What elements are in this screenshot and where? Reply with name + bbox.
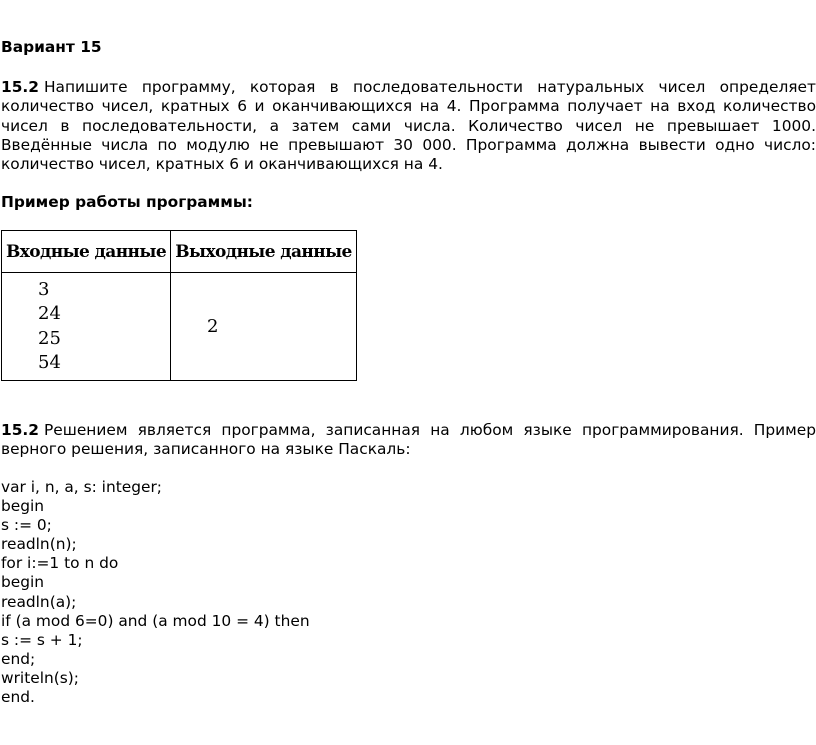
code-line: writeln(s); [1,668,79,687]
code-line: end; [1,649,36,668]
output-cell: 2 [171,273,357,381]
table-row [2,273,357,381]
solution-statement [1,421,816,460]
example-table [1,230,357,381]
code-line: s := 0; [1,516,52,535]
input-line: 54 [38,352,61,373]
code-line: readln(n); [1,535,77,554]
pascal-code-block [1,478,310,707]
code-line: begin [1,497,45,516]
task-number: 15.2 [1,78,39,96]
table-header-row [2,231,357,273]
variant-title: Вариант 15 [1,38,102,56]
input-line: 3 [38,278,50,300]
task-statement [1,78,816,174]
code-line: readln(a); [1,592,77,611]
code-line: begin [1,573,45,592]
solution-text: Решением является программа, записанная на любом языке программирования. Пример верного решения, записанного на языке Паскаль: [1,421,816,459]
code-line: end. [1,688,35,707]
output-header: Выходные данные [171,231,357,273]
example-heading: Пример работы программы: [1,193,253,211]
input-line: 25 [38,327,61,349]
input-header: Входные данные [2,231,171,273]
code-line: s := s + 1; [1,630,83,649]
code-line: var i, n, a, s: integer; [1,478,162,496]
input-line: 24 [38,303,61,324]
code-line: for i:=1 to n do [1,554,119,573]
input-cell [2,273,171,381]
code-line: if (a mod 6=0) and (a mod 10 = 4) then [1,611,310,630]
task-text: Напишите программу, которая в последовательности натуральных чисел определяет количество чисел, кратных 6 и оканчивающихся на 4. Программа получает на вход количество чисел в последовательности, а затем сами числа. Количество чисел не превышает 1000. Введённые числа по модулю не превышают 30 000. Программа должна вывести одно число: количество чисел, кратных 6 и оканчивающихся на 4. [1,78,816,174]
solution-number: 15.2 [1,421,39,439]
